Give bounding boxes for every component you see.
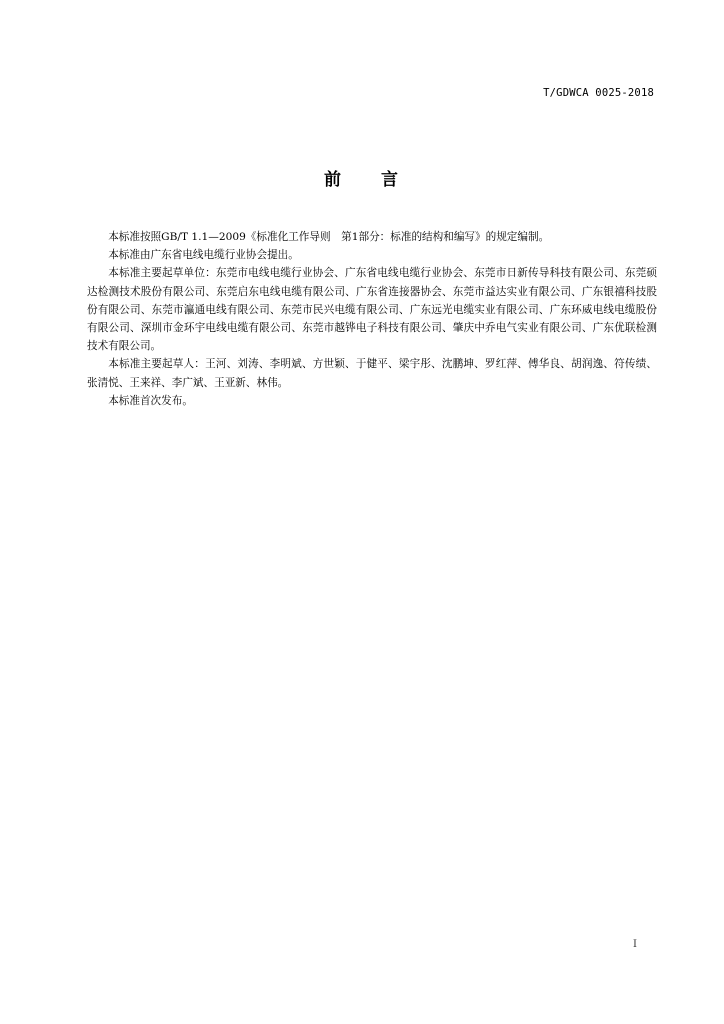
paragraph-drafters: 本标准主要起草人：王河、刘涛、李明斌、方世颖、于健平、梁宇彤、沈鹏坤、罗红萍、傅华良、胡润逸、符传绩、张清悦、王来祥、李广斌、王亚新、林伟。: [87, 358, 657, 389]
paragraph-compilation-basis: 本标准按照GB/T 1.1—2009《标准化工作导则 第1部分：标准的结构和编写》的规定编制。: [108, 231, 550, 243]
paragraph-drafting-units: 本标准主要起草单位：东莞市电线电缆行业协会、广东省电线电缆行业协会、东莞市日新传导科技有限公司、东莞硕达检测技术股份有限公司、东莞启东电线电缆有限公司、广东省连接器协会、东莞市益达实业有限公司、广东银禧科技股份有限公司、东莞市瀛通电线有限公司、东莞市民兴电缆有限公司、广东远光电缆实业有限公司、广东环威电线电缆股份有限公司、深圳市金环宇电线电缆有限公司、东莞市越铧电子科技有限公司、肇庆中乔电气实业有限公司、广东优联检测技术有限公司。: [87, 267, 657, 353]
paragraph-proposer: 本标准由广东省电线电缆行业协会提出。: [108, 249, 299, 262]
page-number: I: [633, 939, 637, 950]
foreword-body: [87, 228, 657, 410]
page-title: 前 言: [324, 170, 400, 190]
document-code: T/GDWCA 0025-2018: [543, 87, 654, 99]
paragraph-first-release: 本标准首次发布。: [108, 394, 193, 407]
